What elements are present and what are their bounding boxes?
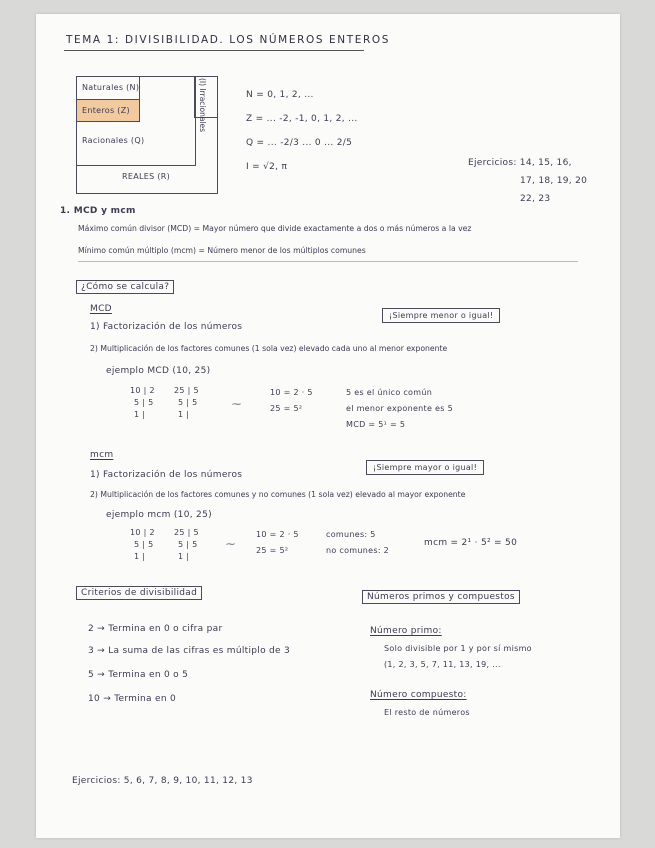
section-heading: 1. MCD y mcm — [60, 206, 136, 216]
ejercicios-top-line1: Ejercicios: 14, 15, 16, — [468, 158, 572, 168]
mcm-fact-10-row3: 1 | — [134, 552, 146, 561]
mcd-note: ¡Siempre menor o igual! — [382, 308, 500, 323]
criterio-3: 3 → La suma de las cifras es múltiplo de 3 — [88, 646, 291, 656]
mcd-explanation-2: el menor exponente es 5 — [346, 404, 453, 413]
como-se-calcula-box: ¿Cómo se calcula? — [76, 280, 174, 294]
definition-separator — [78, 261, 578, 262]
notebook-page — [36, 14, 620, 838]
mcm-step2: 2) Multiplicación de los factores comunes y no comunes (1 sola vez) elevado al mayor exponente — [90, 490, 466, 499]
title-underline — [64, 50, 364, 51]
mcm-fact-25-row3: 1 | — [178, 552, 190, 561]
reales-label: REALES (R) — [122, 172, 171, 181]
mcm-explanation-2: no comunes: 2 — [326, 546, 390, 555]
mcd-fact-25-row3: 1 | — [178, 410, 190, 419]
mcm-fact-25-row1: 25 | 5 — [174, 528, 199, 537]
mcm-arrow: ⁓ — [226, 540, 236, 550]
mcd-example: ejemplo MCD (10, 25) — [106, 366, 211, 376]
compuesto-label: Número compuesto: — [370, 690, 467, 700]
criterio-5: 5 → Termina en 0 o 5 — [88, 670, 189, 680]
mcd-fact-10-row2: 5 | 5 — [134, 398, 154, 407]
mcd-definition: Máximo común divisor (MCD) = Mayor número que divide exactamente a dos o más números a la vez — [78, 224, 472, 233]
mcd-result-25: 25 = 5² — [270, 404, 303, 413]
mcd-label: MCD — [90, 304, 112, 314]
i-definition: I = √2, π — [246, 162, 288, 172]
mcm-fact-10-row1: 10 | 2 — [130, 528, 155, 537]
mcd-fact-25-row1: 25 | 5 — [174, 386, 199, 395]
mcd-arrow: ⁓ — [232, 400, 242, 410]
criterio-10: 10 → Termina en 0 — [88, 694, 177, 704]
mcd-step2: 2) Multiplicación de los factores comunes (1 sola vez) elevado cada uno al menor exponente — [90, 344, 448, 353]
ejercicios-top-line2: 17, 18, 19, 20 — [520, 176, 588, 186]
mcm-fact-10-row2: 5 | 5 — [134, 540, 154, 549]
primo-definition: Solo divisible por 1 y por sí mismo — [384, 644, 532, 653]
primo-list: (1, 2, 3, 5, 7, 11, 13, 19, ... — [384, 660, 501, 669]
primo-label: Número primo: — [370, 626, 442, 636]
compuesto-definition: El resto de números — [384, 708, 470, 717]
mcm-result-25: 25 = 5² — [256, 546, 289, 555]
n-definition: N = 0, 1, 2, ... — [246, 90, 314, 100]
naturales-label: Naturales (N) — [82, 83, 140, 92]
page-title: TEMA 1: DIVISIBILIDAD. LOS NÚMEROS ENTEROS — [66, 34, 390, 46]
mcd-fact-10-row1: 10 | 2 — [130, 386, 155, 395]
primos-box: Números primos y compuestos — [362, 590, 520, 604]
mcd-fact-10-row3: 1 | — [134, 410, 146, 419]
racionales-label: Racionales (Q) — [82, 136, 145, 145]
irracionales-label: (I) Irracionales — [198, 78, 207, 133]
mcm-explanation-1: comunes: 5 — [326, 530, 376, 539]
z-definition: Z = ... -2, -1, 0, 1, 2, ... — [246, 114, 358, 124]
enteros-label: Enteros (Z) — [82, 106, 130, 115]
mcd-explanation-1: 5 es el único común — [346, 388, 433, 397]
mcm-label: mcm — [90, 450, 114, 460]
criterio-2: 2 → Termina en 0 o cifra par — [88, 624, 223, 634]
ejercicios-top-line3: 22, 23 — [520, 194, 551, 204]
mcd-fact-25-row2: 5 | 5 — [178, 398, 198, 407]
q-definition: Q = ... -2/3 ... 0 ... 2/5 — [246, 138, 353, 148]
criterios-box: Criterios de divisibilidad — [76, 586, 202, 600]
mcd-result-10: 10 = 2 · 5 — [270, 388, 313, 397]
mcm-result-10: 10 = 2 · 5 — [256, 530, 299, 539]
mcd-explanation-3: MCD = 5¹ = 5 — [346, 420, 406, 429]
ejercicios-bottom: Ejercicios: 5, 6, 7, 8, 9, 10, 11, 12, 13 — [72, 776, 253, 786]
mcd-step1: 1) Factorización de los números — [90, 322, 243, 332]
mcm-definition: Mínimo común múltiplo (mcm) = Número menor de los múltiplos comunes — [78, 246, 366, 255]
mcm-example: ejemplo mcm (10, 25) — [106, 510, 212, 520]
mcm-fact-25-row2: 5 | 5 — [178, 540, 198, 549]
mcm-result: mcm = 2¹ · 5² = 50 — [424, 538, 518, 548]
mcm-note: ¡Siempre mayor o igual! — [366, 460, 484, 475]
mcm-step1: 1) Factorización de los números — [90, 470, 243, 480]
